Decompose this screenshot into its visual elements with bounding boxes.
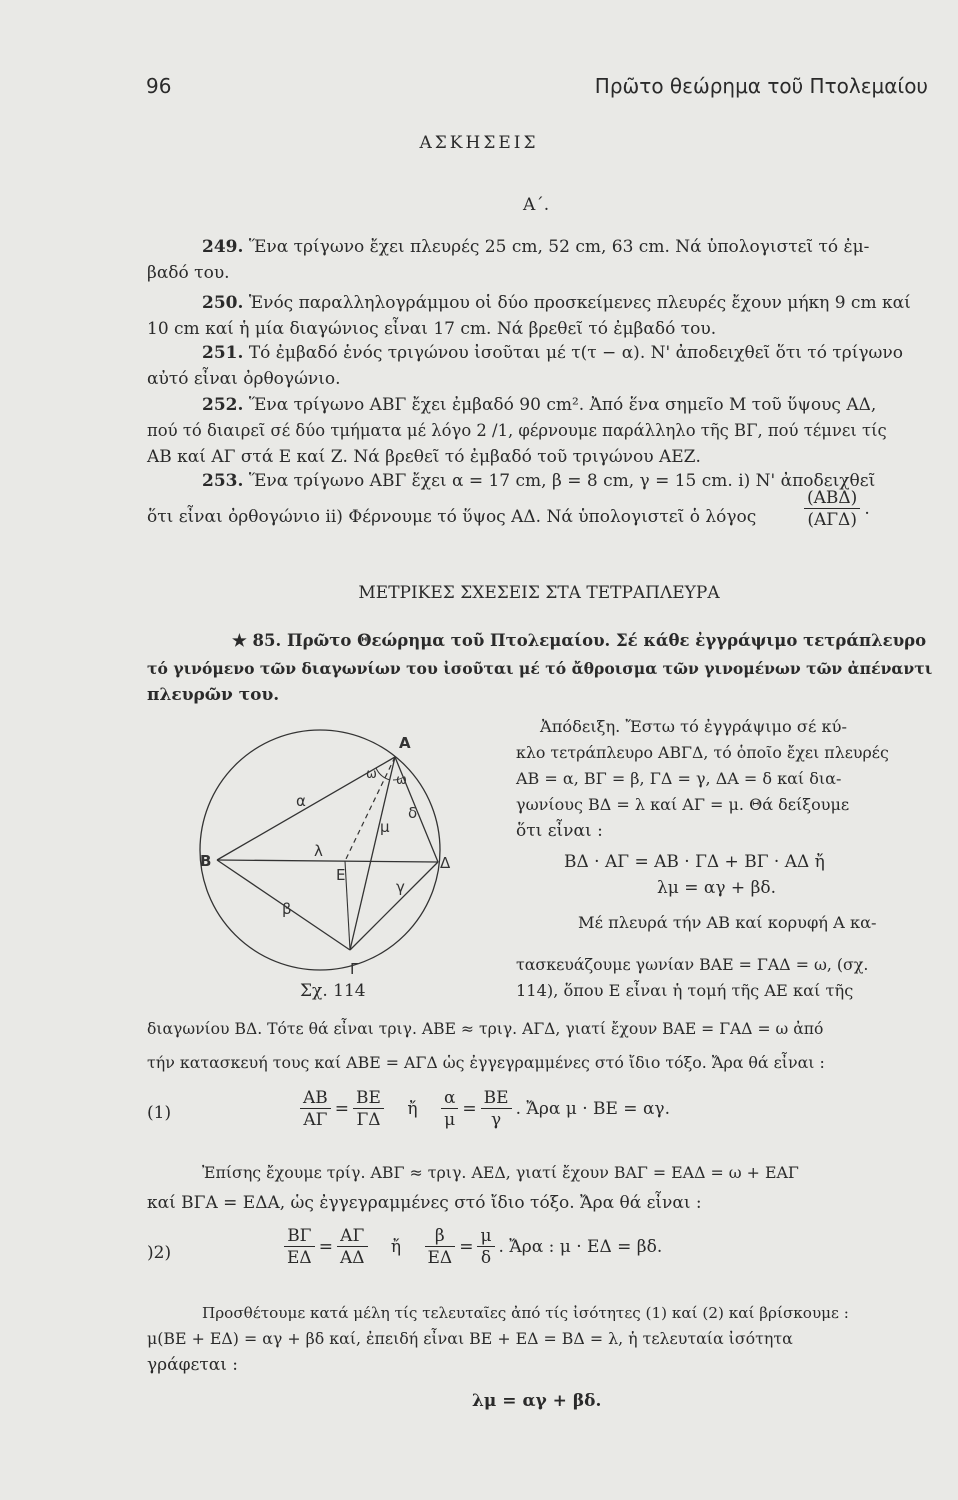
exercises-title: ΑΣΚΗΣΕΙΣ [419, 133, 539, 153]
exercise-251-line2: αὐτό εἶναι ὀρθογώνιο. [147, 369, 341, 389]
proof-line2: κλο τετράπλευρο ΑΒΓΔ, τό ὁποῖο ἔχει πλευρές [516, 743, 889, 762]
proof-line11: Ἐπίσης ἔχουμε τρίγ. ΑΒΓ ≈ τριγ. ΑΕΔ, γιατί ἔχουν ΒΑΓ = ΕΑΔ = ω + ΕΑΓ [202, 1163, 799, 1182]
label-beta: β [282, 900, 292, 918]
proof-line7: τασκευάζουμε γωνίαν ΒΑΕ = ΓΑΔ = ω, (σχ. [516, 955, 869, 974]
figure-caption: Σχ. 114 [300, 981, 366, 1001]
ratio-denominator: (ΑΓΔ) [807, 510, 857, 530]
fraction-denominator: δ [480, 1248, 492, 1268]
exercise-text: Ἕνα τρίγωνο ΑΒΓ ἔχει α = 17 cm, β = 8 cm, γ = 15 cm. i) Ν' ἀποδειχθεῖ [248, 471, 876, 491]
label-delta: δ [408, 804, 418, 822]
label-E: Ε [336, 866, 346, 884]
theorem-line1 [232, 626, 926, 656]
fraction-numerator: μ [477, 1226, 494, 1247]
exercise-252-line2: πού τό διαιρεῖ σέ δύο τμήματα μέ λόγο 2 /1, φέρνουμε παράλληλο τῆς ΒΓ, πού τέμνει τίς [147, 421, 887, 440]
diagonal-bd [217, 860, 438, 862]
proof-line13: Προσθέτουμε κατά μέλη τίς τελευταῖες ἀπό τίς ἰσότητες (1) καί (2) καί βρίσκουμε : [202, 1304, 849, 1322]
ratio-numerator: (ΑΒΔ) [804, 488, 860, 509]
final-equation: λμ = αγ + βδ. [472, 1391, 602, 1411]
label-mu: μ [380, 818, 390, 836]
label-alpha: α [296, 792, 306, 810]
star-icon: ★ [232, 631, 247, 650]
exercise-249 [202, 232, 869, 262]
label-omega-2: ω [396, 773, 407, 788]
equation-1-label: (1) [147, 1103, 172, 1123]
angle-arc-1 [376, 768, 390, 780]
label-omega-1: ω [366, 767, 377, 782]
equation-1: $\frac{AB}{A\Gamma}$ = $\frac{BE}{\Gamma\Delta}$ ἤ $\frac{\alpha}{\mu}$ = $\frac{BE}{\gamma}$ . Ἄρα μ · ΒΕ = αγ. [296, 1088, 670, 1131]
fraction-denominator: μ [444, 1110, 456, 1130]
theorem-line2: τό γινόμενο τῶν διαγωνίων του ἰσοῦται μέ τό ἄθροισμα τῶν γινομένων τῶν ἀπέναντι [147, 659, 933, 678]
fraction-numerator: ΒΕ [481, 1088, 512, 1109]
exercise-252-line3: ΑΒ καί ΑΓ στά Ε καί Ζ. Νά βρεθεῖ τό ἐμβαδό τοῦ τριγώνου ΑΕΖ. [147, 447, 701, 467]
proof-line14: μ(ΒΕ + ΕΔ) = αγ + βδ καί, ἐπειδή εἶναι ΒΕ + ΕΔ = ΒΔ = λ, ἡ τελευταία ἰσότητα [147, 1329, 793, 1348]
or-word: ἤ [390, 1237, 402, 1257]
equation-2-conclusion: . Ἄρα : μ · ΕΔ = βδ. [498, 1237, 663, 1257]
exercise-number: 250. [202, 293, 244, 313]
exercise-group: Α΄. [523, 195, 550, 215]
fraction-denominator: ΑΔ [339, 1248, 365, 1268]
equation-1-conclusion: . Ἄρα μ · ΒΕ = αγ. [515, 1099, 670, 1119]
label-lambda: λ [314, 842, 323, 860]
theorem-heading: 85. Πρῶτο Θεώρημα τοῦ Πτολεμαίου. Σέ κάθε ἐγγράψιμο τετράπλευρο [252, 631, 927, 650]
side-gd [350, 862, 438, 950]
fraction-numerator: ΒΓ [284, 1226, 315, 1247]
proof-line10: τήν κατασκευή τους καί ΑΒΕ = ΑΓΔ ὡς ἐγγεγραμμένες στό ἴδιο τόξο. Ἄρα θά εἶναι : [147, 1053, 825, 1072]
exercise-text: Ἕνα τρίγωνο ΑΒΓ ἔχει ἐμβαδό 90 cm². Ἀπό ἕνα σημεῖο Μ τοῦ ὕψους ΑΔ, [248, 395, 877, 415]
equation-2: $\frac{B\Gamma}{E\Delta}$ = $\frac{A\Gamma}{A\Delta}$ ἤ $\frac{\beta}{E\Delta}$ = $\frac{\mu}{\delta}$ . Ἄρα : μ · ΕΔ = βδ. [280, 1226, 662, 1269]
label-G: Γ [350, 960, 359, 978]
exercise-249-line2: βαδό του. [147, 263, 230, 283]
fraction-denominator: ΕΔ [287, 1248, 312, 1268]
fraction-denominator: ΕΔ [427, 1248, 453, 1268]
ptolemy-equation-1: ΒΔ · ΑΓ = ΑΒ · ΓΔ + ΒΓ · ΑΔ ἤ [564, 852, 825, 872]
ratio-abd-agd [800, 488, 870, 531]
fraction-denominator: ΑΓ [303, 1110, 328, 1130]
fraction-numerator: ΒΕ [353, 1088, 384, 1109]
exercise-text: Ἕνα τρίγωνο ἔχει πλευρές 25 cm, 52 cm, 63 cm. Νά ὑπολογιστεῖ τό ἐμ- [248, 237, 870, 257]
fraction-denominator: γ [491, 1110, 502, 1130]
theorem-line3: πλευρῶν του. [147, 685, 280, 705]
proof-line1: Ἀπόδειξη. Ἔστω τό ἐγγράψιμο σέ κύ- [540, 717, 847, 736]
label-D: Δ [440, 854, 451, 872]
diagonal-ag [350, 757, 395, 950]
exercise-text: Τό ἐμβαδό ἑνός τριγώνου ἰσοῦται μέ τ(τ − α). Ν' ἀποδειχθεῖ ὅτι τό τρίγωνο [248, 343, 903, 363]
proof-line9: διαγωνίου ΒΔ. Τότε θά εἶναι τριγ. ΑΒΕ ≈ τριγ. ΑΓΔ, γιατί ἔχουν ΒΑΕ = ΓΑΔ = ω ἀπό [147, 1020, 824, 1038]
fraction-numerator: α [441, 1088, 458, 1109]
fraction-denominator: ΓΔ [356, 1110, 381, 1130]
ptolemy-equation-2: λμ = αγ + βδ. [657, 878, 777, 898]
label-A: Α [399, 734, 411, 752]
label-B: Β [200, 852, 212, 870]
exercise-number: 252. [202, 395, 244, 415]
exercise-number: 249. [202, 237, 244, 257]
fraction-numerator: β [425, 1226, 456, 1247]
exercise-number: 251. [202, 343, 244, 363]
section-title: ΜΕΤΡΙΚΕΣ ΣΧΕΣΕΙΣ ΣΤΑ ΤΕΤΡΑΠΛΕΥΡΑ [358, 583, 720, 603]
fraction-numerator: ΑΓ [337, 1226, 368, 1247]
or-word: ἤ [407, 1099, 418, 1119]
figure-114 [190, 720, 490, 1020]
ratio-period: . [864, 499, 870, 519]
exercise-number: 253. [202, 471, 244, 491]
equation-2-label: )2) [147, 1243, 172, 1263]
exercise-text: Ἑνός παραλληλογράμμου οἱ δύο προσκείμενες πλευρές ἔχουν μήκη 9 cm καί [248, 293, 911, 313]
exercise-250-line2: 10 cm καί ἡ μία διαγώνιος εἶναι 17 cm. Νά βρεθεῖ τό ἐμβαδό του. [147, 319, 717, 339]
proof-line6: Μέ πλευρά τήν ΑΒ καί κορυφή Α κα- [578, 913, 877, 932]
proof-line12: καί ΒΓΑ = ΕΔΑ, ὡς ἐγγεγραμμένες στό ἴδιο τόξο. Ἄρα θά εἶναι : [147, 1193, 702, 1213]
exercise-253-line2: ὅτι εἶναι ὀρθογώνιο ii) Φέρνουμε τό ὕψος ΑΔ. Νά ὑπολογιστεῖ ὁ λόγος [147, 507, 757, 527]
label-gamma: γ [396, 878, 405, 896]
segment-eg [345, 861, 350, 950]
proof-line5: ὅτι εἶναι : [516, 821, 603, 841]
proof-line3: ΑΒ = α, ΒΓ = β, ΓΔ = γ, ΔΑ = δ καί δια- [516, 769, 842, 788]
exercise-253 [202, 466, 875, 496]
proof-line8: 114), ὅπου Ε εἶναι ἡ τομή τῆς ΑΕ καί τῆς [516, 981, 854, 1000]
proof-line4: γωνίους ΒΔ = λ καί ΑΓ = μ. Θά δείξουμε [516, 795, 850, 814]
proof-line15: γράφεται : [147, 1355, 239, 1375]
running-title: Πρῶτο θεώρημα τοῦ Πτολεμαίου [594, 74, 928, 98]
page-number: 96 [146, 74, 172, 98]
fraction-numerator: ΑΒ [300, 1088, 331, 1109]
